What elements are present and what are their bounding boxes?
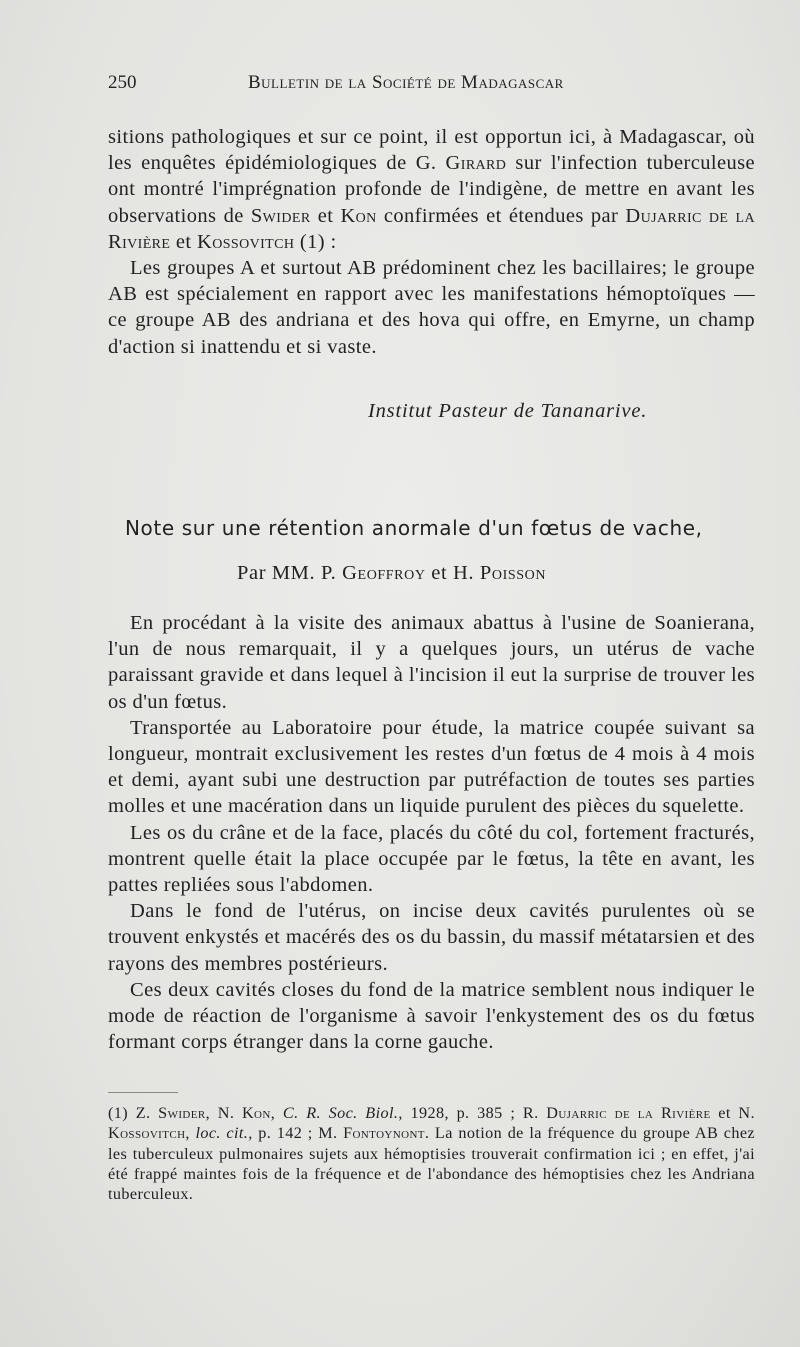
note-paragraph: Ces deux cavités closes du fond de la matrice semblent nous indiquer le mode de réaction de l'organisme à savoir l'enkystement des os du fœtus formant corps étranger dans la corne gauche. (108, 978, 755, 1054)
text-run: et (310, 204, 341, 227)
text-run: , 1928, p. 385 ; R. (398, 1104, 547, 1122)
text-run: (1) Z. (108, 1104, 159, 1122)
text-run: , (270, 1104, 283, 1122)
text-run: , (185, 1124, 196, 1143)
author-name: Fontoynont (343, 1124, 425, 1143)
note-authors (237, 562, 546, 585)
note-paragraph: Transportée au Laboratoire pour étude, la matrice coupée suivant sa longueur, montrait exclusivement les restes d'un fœtus de 4 mois à 4 mois et demi, ayant subi une destruction par putréfaction de toutes ses parties molles et une macération dans un liquide purulent des pièces du squelette. (108, 716, 755, 818)
author-name: Girard (445, 152, 507, 175)
author-name: Kossovitch (197, 230, 295, 253)
text-run: , N. (205, 1104, 242, 1122)
text-run: Par MM. P. (237, 562, 343, 584)
text-run: et H. (425, 562, 480, 584)
intro-paragraph-1 (108, 124, 755, 255)
note-paragraph: Les os du crâne et de la face, placés du côté du col, fortement fracturés, montrent quelle était la place occupée par le fœtus, la tête en avant, les pattes repliées sous l'abdomen. (108, 821, 755, 897)
text-run: . La notion de la fréquence du groupe AB chez les tuberculeux pulmonaires sujets aux hémoptisies trouverait confirmation ici ; en effet, j'ai été frappé maintes fois de la fréquence et de l'abondance des hémoptisies chez les Andriana tuberculeux. (108, 1124, 755, 1204)
author-name: Dujarric de la Rivière (108, 204, 755, 253)
page-number: 250 (108, 72, 137, 93)
footnote-rule (108, 1092, 178, 1093)
citation-abbrev: loc. cit. (195, 1124, 249, 1143)
footnote-paragraph (108, 1103, 755, 1204)
institution-signature: Institut Pasteur de Tananarive. (368, 400, 648, 422)
note-body (108, 610, 755, 1055)
footnote (108, 1103, 755, 1204)
author-name: Geoffroy (342, 562, 426, 584)
note-title: Note sur une rétention anormale d'un fœtus de vache, (125, 516, 703, 540)
text-run: , p. 142 ; M. (248, 1124, 344, 1143)
text-run: sitions pathologiques et sur ce point, il est opportun ici, à Madagascar, où les enquêtes épidémiologiques de G. (108, 126, 755, 175)
note-paragraph: En procédant à la visite des animaux abattus à l'usine de Soanierana, l'un de nous remarquait, il y a quelques jours, un utérus de vache paraissant gravide et dans lequel à l'incision il eut la surprise de trouver les os d'un fœtus. (108, 612, 755, 713)
text-run: (1) : (294, 230, 337, 253)
text-run: sur l'infection tuberculeuse ont montré l'imprégnation profonde de l'indigène, de mettre en avant les observations de (108, 152, 755, 227)
author-name: Swider (158, 1104, 206, 1122)
intro-section (108, 124, 755, 360)
intro-paragraph-2: Les groupes A et surtout AB prédominent chez les bacillaires; le groupe AB est spécialement en rapport avec les manifestations hémoptoïques — ce groupe AB des andriana et des hova qui offre, en Emyrne, un champ d'action si inattendu et si vaste. (108, 257, 755, 358)
note-paragraph: Dans le fond de l'utérus, on incise deux cavités purulentes où se trouvent enkystés et macérés des os du bassin, du massif métatarsien et des rayons des membres postérieurs. (108, 900, 755, 975)
author-name: Kon (241, 1104, 271, 1122)
author-name: Kossovitch (108, 1124, 186, 1143)
author-name: Swider (250, 204, 311, 227)
text-run: confirmées et étendues par (376, 204, 626, 227)
text-run: et (170, 230, 198, 253)
running-head: Bulletin de la Société de Madagascar (248, 72, 564, 93)
journal-name: C. R. Soc. Biol. (282, 1104, 399, 1122)
author-name: Kon (340, 204, 377, 227)
author-name: Dujarric de la Rivière (546, 1104, 711, 1122)
text-run: et N. (710, 1104, 755, 1122)
author-name: Poisson (479, 562, 547, 584)
